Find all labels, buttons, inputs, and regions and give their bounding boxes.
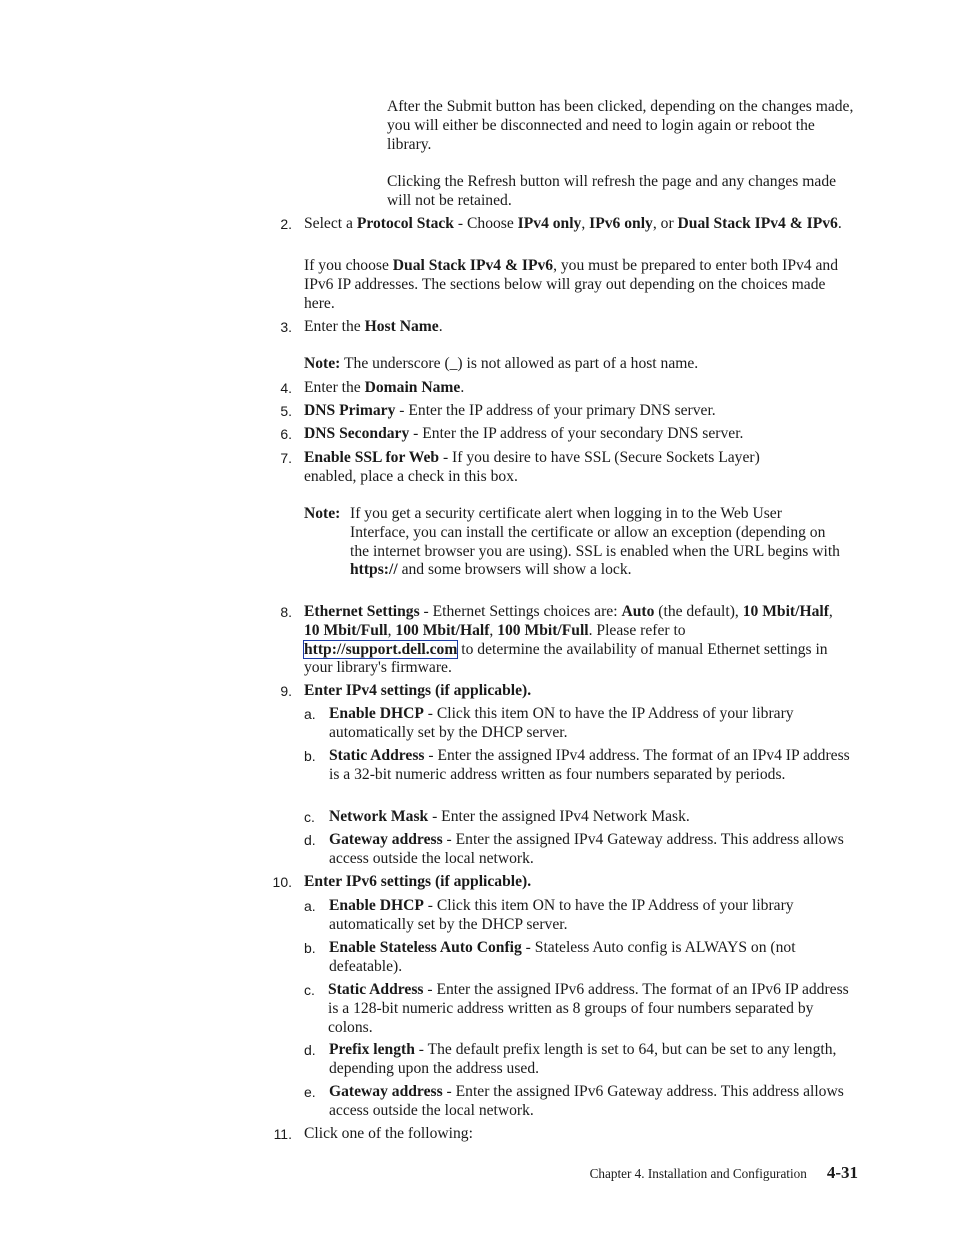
step-ethernet-settings: Ethernet Settings - Ethernet Settings choices are: Auto (the default), 10 Mbit/Half, 10 Mbit/Full, 100 Mbit/Half, 100 Mbit/Full. Please refer to http://support.dell.com to determine the availability of manual Ethernet settings in your library's firmware. [304, 603, 833, 677]
step-ipv6-settings: Enter IPv6 settings (if applicable). [304, 873, 532, 890]
ipv4-network-mask: Network Mask - Enter the assigned IPv4 Network Mask. [329, 808, 690, 825]
note-label: Note: [304, 505, 341, 522]
step-number: 11. [273, 1126, 292, 1142]
step-number: 8. [280, 604, 292, 620]
intro-paragraph-1: After the Submit button has been clicked, depending on the changes made, you will either be disconnected and need to login again or reboot the library. [387, 98, 854, 153]
step-number: 3. [280, 319, 292, 335]
step-click-following: Click one of the following: [304, 1125, 473, 1142]
item-letter: e. [304, 1084, 316, 1100]
ipv6-static-address: Static Address - Enter the assigned IPv6 address. The format of an IPv6 IP address is a 128-bit numeric address written as 8 groups of four numbers separated by colons. [328, 981, 849, 1036]
step-enable-ssl: Enable SSL for Web - If you desire to have SSL (Secure Sockets Layer) enabled, place a check in this box. [304, 449, 760, 485]
ipv4-gateway-address: Gateway address - Enter the assigned IPv4 Gateway address. This address allows access outside the local network. [329, 831, 844, 867]
item-letter: b. [304, 748, 316, 764]
step-dns-primary: DNS Primary - Enter the IP address of your primary DNS server. [304, 402, 716, 419]
item-letter: d. [304, 832, 316, 848]
step-protocol-stack: Select a Protocol Stack - Choose IPv4 only, IPv6 only, or Dual Stack IPv4 & IPv6. [304, 215, 842, 232]
step-protocol-stack-detail: If you choose Dual Stack IPv4 & IPv6, you must be prepared to enter both IPv4 and IPv6 IP addresses. The sections below will gray out depending on the choices made here. [304, 257, 839, 312]
intro-paragraph-2: Clicking the Refresh button will refresh the page and any changes made will not be retained. [387, 173, 837, 209]
note-ssl: Note: If you get a security certificate alert when logging in to the Web User Interface, you can install the certificate or allow an exception (depending on the internet browser you are using). SSL is enabled when the URL begins with https:// and some browsers will show a lock. [304, 505, 840, 579]
step-number: 10. [272, 874, 292, 890]
step-number: 4. [280, 380, 292, 396]
item-letter: c. [304, 982, 315, 998]
step-ipv4-settings: Enter IPv4 settings (if applicable). [304, 682, 532, 699]
footer-chapter: Chapter 4. Installation and Configuration [589, 1166, 807, 1181]
step-number: 5. [280, 403, 292, 419]
item-letter: a. [304, 706, 316, 722]
ipv6-enable-dhcp: Enable DHCP - Click this item ON to have the IP Address of your library automatically set by the DHCP server. [329, 897, 794, 933]
item-letter: c. [304, 809, 315, 825]
step-dns-secondary: DNS Secondary - Enter the IP address of your secondary DNS server. [304, 425, 744, 442]
step-host-name: Enter the Host Name. [304, 318, 443, 335]
ipv4-enable-dhcp: Enable DHCP - Click this item ON to have the IP Address of your library automatically set by the DHCP server. [329, 705, 794, 741]
step-number: 6. [280, 426, 292, 442]
ipv6-prefix-length: Prefix length - The default prefix length is set to 64, but can be set to any length, depending upon the address used. [329, 1041, 837, 1077]
step-domain-name: Enter the Domain Name. [304, 379, 465, 396]
support-link[interactable]: http://support.dell.com [304, 640, 458, 658]
item-letter: b. [304, 940, 316, 956]
item-letter: a. [304, 898, 316, 914]
item-letter: d. [304, 1042, 316, 1058]
page-footer [590, 1163, 858, 1183]
step-number: 9. [280, 683, 292, 699]
note-label: Note: [304, 355, 341, 372]
ipv6-gateway-address: Gateway address - Enter the assigned IPv6 Gateway address. This address allows access outside the local network. [329, 1083, 844, 1119]
step-number: 2. [280, 216, 292, 232]
ipv4-static-address: Static Address - Enter the assigned IPv4 address. The format of an IPv4 IP address is a 32-bit numeric address written as four numbers separated by periods. [329, 747, 850, 783]
ipv6-stateless-auto-config: Enable Stateless Auto Config - Stateless Auto config is ALWAYS on (not defeatable). [329, 939, 796, 975]
page-number: 4-31 [826, 1163, 858, 1182]
step-number: 7. [280, 450, 292, 466]
note-host-name: Note: The underscore (_) is not allowed as part of a host name. [304, 355, 699, 372]
